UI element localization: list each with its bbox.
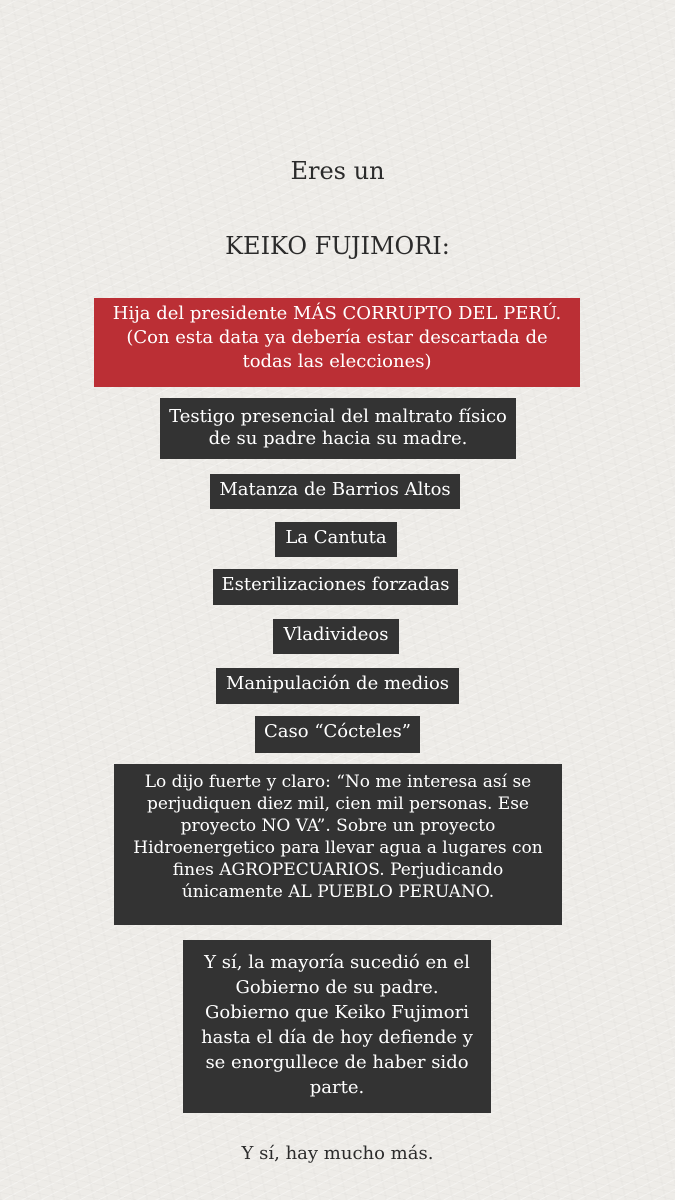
fact-line: Gobierno de su padre. xyxy=(235,977,439,998)
highlight-line: (Con esta data ya debería estar descartada de xyxy=(126,327,548,348)
outro-text: Y sí, hay mucho más. xyxy=(241,1143,434,1164)
fact-box-vladivideos xyxy=(273,619,399,654)
fact-line: se enorgullece de haber sido xyxy=(205,1052,469,1073)
fact-line: únicamente AL PUEBLO PERUANO. xyxy=(181,882,495,902)
fact-line: Lo dijo fuerte y claro: “No me interesa así se xyxy=(144,772,532,792)
highlight-line: todas las elecciones) xyxy=(242,351,432,372)
fact-box-domestic-abuse xyxy=(160,398,516,459)
fact-line: Manipulación de medios xyxy=(225,673,450,694)
fact-line: Caso “Cócteles” xyxy=(264,721,411,742)
fact-line: La Cantuta xyxy=(285,527,387,548)
fact-line: Hidroenergetico para llevar agua a lugares con xyxy=(133,838,543,858)
fact-line: Testigo presencial del maltrato físico xyxy=(169,406,507,427)
highlight-line: Hija del presidente MÁS CORRUPTO DEL PERÚ. xyxy=(112,303,562,324)
fact-line: Esterilizaciones forzadas xyxy=(221,574,450,595)
highlight-box xyxy=(94,298,580,387)
fact-box-esterilizaciones xyxy=(213,569,458,605)
fact-line: perjudiquen diez mil, cien mil personas. Ese xyxy=(146,794,529,814)
fact-box-quote xyxy=(114,764,562,925)
fact-line: hasta el día de hoy defiende y xyxy=(201,1027,473,1048)
fact-line: Y sí, la mayoría sucedió en el xyxy=(204,952,470,973)
fact-line: Matanza de Barrios Altos xyxy=(219,479,451,500)
fact-line: proyecto NO VA”. Sobre un proyecto xyxy=(180,816,496,836)
fact-box-cocteles xyxy=(255,716,420,753)
fact-line: fines AGROPECUARIOS. Perjudicando xyxy=(172,860,504,880)
fact-box-la-cantuta xyxy=(275,522,397,557)
fact-line: de su padre hacia su madre. xyxy=(208,428,468,449)
fact-box-barrios-altos xyxy=(210,474,460,509)
subject-name: KEIKO FUJIMORI: xyxy=(225,232,450,260)
fact-box-manipulacion xyxy=(216,668,459,704)
fact-box-government xyxy=(183,940,491,1113)
intro-text: Eres un xyxy=(290,157,385,185)
fact-line: parte. xyxy=(309,1077,365,1098)
fact-line: Gobierno que Keiko Fujimori xyxy=(205,1002,469,1023)
fact-line: Vladivideos xyxy=(283,624,389,645)
